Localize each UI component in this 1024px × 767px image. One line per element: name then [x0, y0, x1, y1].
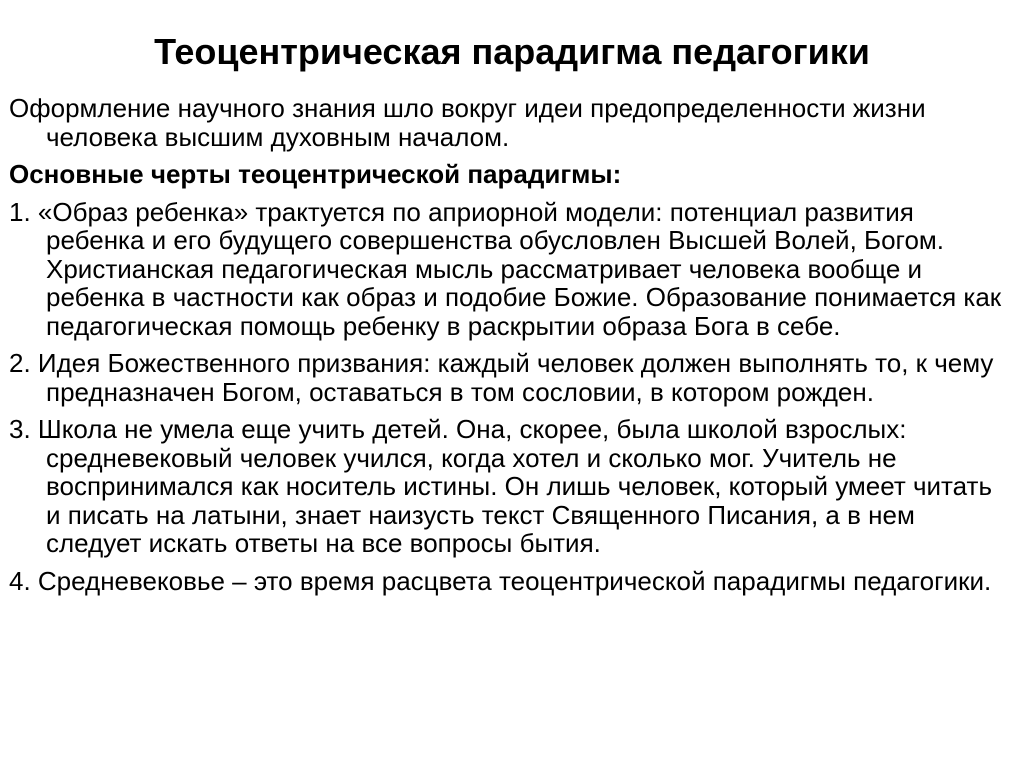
- point-1: 1. «Образ ребенка» трактуется по априорной модели: потенциал развития ребенка и его будущего совершенства обусловлен Высшей Волей, Богом. Христианская педагогическая мысль рассматривает человека вообще и ребенка в частности как образ и подобие Божие. Образование понимается как педагогическая помощь ребенку в раскрытии образа Бога в себе.: [9, 196, 1002, 341]
- slide-title: Теоцентрическая парадигма педагогики: [154, 31, 870, 72]
- intro-paragraph: Оформление научного знания шло вокруг идеи предопределенности жизни человека высшим духовным началом.: [9, 93, 926, 152]
- point-3: 3. Школа не умела еще учить детей. Она, скорее, была школой взрослых: средневековый человек учился, когда хотел и сколько мог. Учитель не воспринимался как носитель истины. Он лишь человек, который умеет читать и писать на латыни, знает наизусть текст Священного Писания, а в нем следует искать ответы на все вопросы бытия.: [9, 414, 993, 558]
- features-heading: Основные черты теоцентрической парадигмы:: [9, 159, 622, 189]
- point-2: 2. Идея Божественного призвания: каждый человек должен выполнять то, к чему предназначен Богом, оставаться в том сословии, в котором рожден.: [9, 348, 994, 407]
- point-4: 4. Средневековье – это время расцвета теоцентрической парадигмы педагогики.: [9, 565, 992, 596]
- slide-body: [9, 94, 1009, 604]
